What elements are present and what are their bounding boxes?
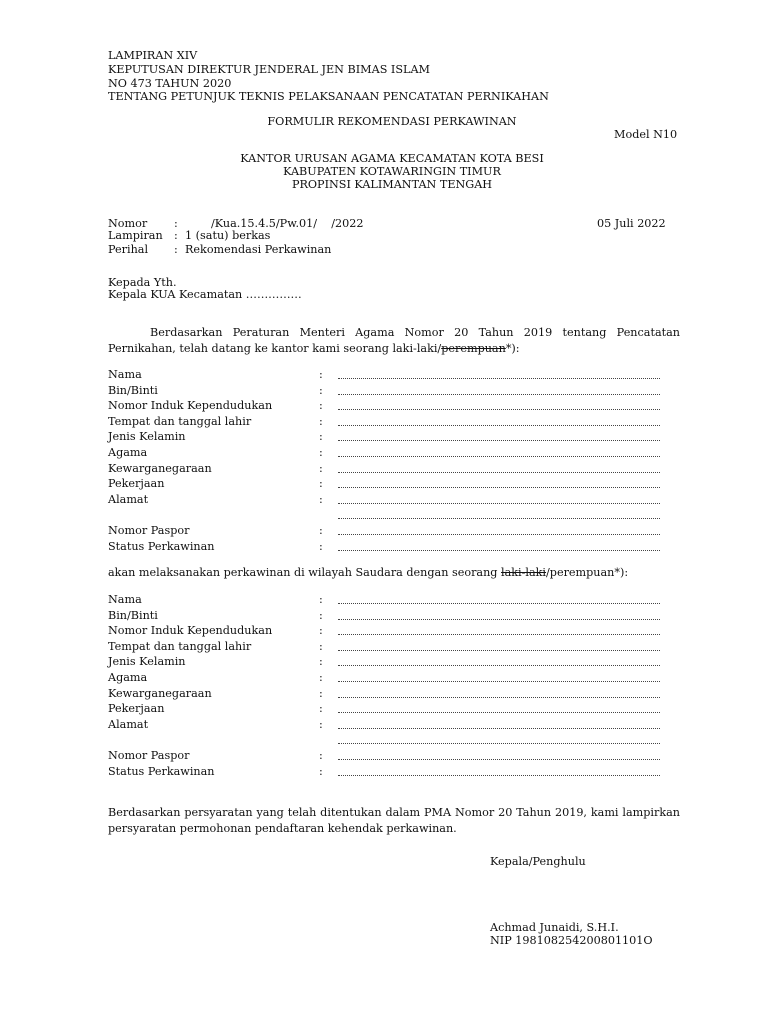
field-label: Status Perkawinan — [108, 764, 215, 778]
fill-in-line[interactable] — [338, 712, 660, 713]
field-label: Nomor Paspor — [108, 749, 190, 762]
perihal-colon: : — [174, 243, 178, 256]
field-label: Nama — [108, 368, 142, 381]
field-label: Alamat — [108, 492, 149, 506]
field-label: Bin/Binti — [108, 383, 158, 397]
office-line-2: KABUPATEN KOTAWARINGIN TIMUR — [283, 165, 501, 178]
fill-in-line[interactable] — [338, 550, 660, 551]
fill-in-line[interactable] — [338, 603, 660, 604]
header-line-2: KEPUTUSAN DIREKTUR JENDERAL JEN BIMAS ISLAM — [108, 63, 430, 76]
perihal-label: Perihal — [108, 243, 149, 256]
field-label: Jenis Kelamin — [108, 655, 186, 669]
field-colon: : — [319, 686, 323, 700]
field-label: Pekerjaan — [108, 702, 165, 716]
signature-name: Achmad Junaidi, S.H.I. — [490, 921, 619, 934]
field-label: Bin/Binti — [108, 608, 158, 622]
field-label: Kewarganegaraan — [108, 461, 212, 475]
field-colon: : — [319, 717, 323, 731]
fill-in-line[interactable] — [338, 394, 660, 395]
fill-in-line[interactable] — [338, 728, 660, 729]
middle-sentence — [108, 566, 628, 580]
header-line-1: LAMPIRAN XIV — [108, 49, 198, 62]
field-label: Agama — [108, 446, 148, 459]
field-colon: : — [319, 492, 323, 506]
field-label: Nomor Paspor — [108, 524, 190, 537]
lampiran-value: 1 (satu) berkas — [185, 229, 271, 242]
field-label: Nama — [108, 593, 142, 606]
intro-text: Berdasarkan Peraturan Menteri Agama Nomor 20 Tahun 2019 tentang Pencatatan Pernikahan, telah datang ke kantor kami seorang laki-laki/ — [108, 326, 680, 355]
field-label: Pekerjaan — [108, 477, 165, 491]
fill-in-line[interactable] — [338, 472, 660, 473]
nomor-colon: : — [174, 217, 178, 230]
header-line-3: NO 473 TAHUN 2020 — [108, 77, 232, 90]
field-label: Status Perkawinan — [108, 539, 215, 553]
field-colon: : — [319, 593, 323, 606]
lampiran-colon: : — [174, 229, 178, 242]
intro-text-end: *): — [505, 342, 520, 355]
fill-in-line[interactable] — [338, 378, 660, 379]
field-label: Agama — [108, 671, 148, 684]
field-colon: : — [319, 539, 323, 553]
fill-in-line[interactable] — [338, 440, 660, 441]
field-colon: : — [319, 624, 323, 638]
fill-in-line[interactable] — [338, 681, 660, 682]
intro-struck-text: perempuan — [441, 342, 506, 355]
middle-text-end: /perempuan*): — [546, 566, 629, 579]
field-colon: : — [319, 702, 323, 716]
field-colon: : — [319, 446, 323, 459]
letter-date: 05 Juli 2022 — [597, 217, 666, 230]
recipient-line-1: Kepada Yth. — [108, 276, 177, 289]
field-colon: : — [319, 639, 323, 653]
signature-nip: NIP 198108254200801101O — [490, 934, 653, 947]
field-colon: : — [319, 368, 323, 381]
recipient-line-2: Kepala KUA Kecamatan …………… — [108, 288, 302, 301]
field-colon: : — [319, 477, 323, 491]
fill-in-line[interactable] — [338, 697, 660, 698]
nomor-value: /Kua.15.4.5/Pw.01/ /2022 — [211, 217, 364, 230]
fill-in-line[interactable] — [338, 425, 660, 426]
intro-paragraph — [108, 325, 680, 357]
field-label: Tempat dan tanggal lahir — [108, 639, 252, 653]
nomor-label: Nomor — [108, 217, 148, 230]
fill-in-line[interactable] — [338, 503, 660, 504]
field-colon: : — [319, 524, 323, 537]
field-label: Nomor Induk Kependudukan — [108, 399, 273, 413]
model-code: Model N10 — [614, 128, 678, 141]
middle-text: akan melaksanakan perkawinan di wilayah Saudara dengan seorang — [108, 566, 502, 579]
field-colon: : — [319, 461, 323, 475]
fill-in-line[interactable] — [338, 759, 660, 760]
field-label: Alamat — [108, 717, 149, 731]
signature-title: Kepala/Penghulu — [490, 855, 586, 868]
field-colon: : — [319, 383, 323, 397]
fill-in-line[interactable] — [338, 650, 660, 651]
fill-in-line[interactable] — [338, 456, 660, 457]
field-colon: : — [319, 399, 323, 413]
fill-in-line[interactable] — [338, 409, 660, 410]
fill-in-line[interactable] — [338, 534, 660, 535]
fill-in-line[interactable] — [338, 665, 660, 666]
fill-in-line[interactable] — [338, 487, 660, 488]
field-label: Tempat dan tanggal lahir — [108, 414, 252, 428]
form-title: FORMULIR REKOMENDASI PERKAWINAN — [267, 115, 517, 128]
lampiran-label: Lampiran — [108, 229, 163, 242]
fill-in-line[interactable] — [338, 743, 660, 744]
middle-struck-text: laki-laki — [501, 566, 547, 579]
field-colon: : — [319, 764, 323, 778]
closing-paragraph: Berdasarkan persyaratan yang telah ditentukan dalam PMA Nomor 20 Tahun 2019, kami lampirkan persyaratan permohonan pendaftaran kehendak perkawinan. — [108, 806, 680, 835]
fill-in-line[interactable] — [338, 775, 660, 776]
field-colon: : — [319, 671, 323, 684]
fill-in-line[interactable] — [338, 619, 660, 620]
fill-in-line[interactable] — [338, 634, 660, 635]
fill-in-line[interactable] — [338, 518, 660, 519]
field-colon: : — [319, 430, 323, 444]
office-line-3: PROPINSI KALIMANTAN TENGAH — [291, 178, 493, 191]
office-line-1: KANTOR URUSAN AGAMA KECAMATAN KOTA BESI — [240, 152, 544, 165]
field-label: Nomor Induk Kependudukan — [108, 624, 273, 638]
field-colon: : — [319, 414, 323, 428]
field-label: Jenis Kelamin — [108, 430, 186, 444]
field-label: Kewarganegaraan — [108, 686, 212, 700]
field-colon: : — [319, 749, 323, 762]
field-colon: : — [319, 608, 323, 622]
field-colon: : — [319, 655, 323, 669]
header-line-4: TENTANG PETUNJUK TEKNIS PELAKSANAAN PENCATATAN PERNIKAHAN — [108, 90, 549, 103]
perihal-value: Rekomendasi Perkawinan — [185, 243, 332, 256]
